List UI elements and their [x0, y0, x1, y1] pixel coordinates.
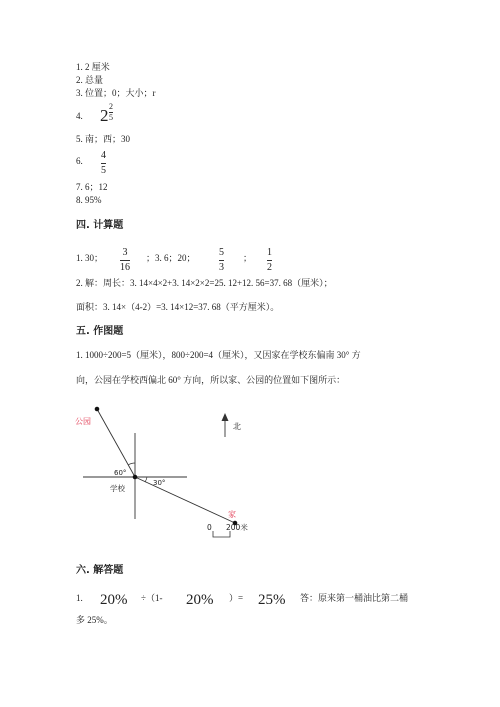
- solution-operator-2: ）=: [229, 593, 244, 603]
- fraction-bar: [101, 163, 106, 164]
- section-6-title: 六. 解答题: [76, 565, 124, 576]
- section-4-title: 四. 计算题: [76, 220, 124, 231]
- numerator: 5: [219, 247, 224, 258]
- calc-1-prefix: 1. 30；: [76, 253, 104, 263]
- answer-7: 7. 6；12: [76, 182, 108, 192]
- school-label: 学校: [110, 484, 125, 493]
- answer-4-numerator: 2: [109, 102, 113, 111]
- calc-1-fraction-3: [267, 248, 272, 273]
- park-point: [95, 407, 100, 412]
- solution-value-1: 20%: [100, 592, 128, 608]
- drawing-explanation-line-1: 1. 1000÷200=5（厘米），800÷200=4（厘米），又因家在学校东偏南 30° 方: [76, 350, 361, 360]
- answer-6-fraction: [101, 151, 106, 176]
- angle-60-arc: [128, 463, 135, 465]
- answer-4-number: 4.: [76, 111, 83, 121]
- answer-4-denominator: 5: [109, 113, 113, 122]
- fraction-bar: [267, 260, 272, 261]
- north-label: 北: [233, 422, 241, 431]
- home-direction-line: [135, 477, 235, 523]
- park-direction-line: [97, 409, 135, 477]
- solution-answer-line-1: 答：原来第一桶油比第二桶: [300, 593, 409, 603]
- north-arrow-icon: [222, 413, 229, 421]
- solution-value-2: 20%: [186, 592, 214, 608]
- answer-4-whole: 2: [100, 106, 109, 125]
- numerator: 3: [122, 247, 128, 258]
- park-label: 公园: [75, 417, 91, 426]
- scale-zero-label: 0: [207, 523, 212, 532]
- solution-answer-line-2: 多 25%。: [76, 615, 113, 625]
- calc-1-middle: ；3. 6；20；: [146, 253, 196, 263]
- fraction-bar: [219, 260, 224, 261]
- solution-1-number: 1.: [76, 593, 83, 603]
- angle-60-label: 60°: [114, 469, 127, 477]
- drawing-explanation-line-2: 向，公园在学校西偏北 60° 方向，所以家、公园的位置如下图所示：: [76, 375, 346, 385]
- angle-30-arc: [145, 477, 147, 482]
- solution-operator-1: ÷（1-: [141, 593, 163, 603]
- calc-2-perimeter: 2. 解：周长：3. 14×4×2+3. 14×2×2=25. 12+12. 56=37. 68（厘米）；: [76, 278, 333, 288]
- answer-8: 8. 95%: [76, 195, 102, 205]
- answer-6-numerator: 4: [101, 150, 106, 161]
- home-label: 家: [228, 510, 236, 519]
- school-point: [133, 475, 138, 480]
- answer-2: 2. 总量: [76, 75, 104, 85]
- scale-length-label: 200米: [226, 523, 248, 532]
- answer-6-number: 6.: [76, 156, 83, 166]
- answer-3: 3. 位置；0；大小；r: [76, 88, 156, 98]
- answer-1: 1. 2 厘米: [76, 62, 110, 72]
- fraction-bar: [120, 260, 130, 261]
- calc-1-separator: ；: [243, 253, 253, 263]
- direction-diagram: [70, 400, 250, 540]
- denominator: 3: [219, 262, 224, 273]
- calc-1-fraction-1: [120, 248, 130, 273]
- section-5-title: 五. 作图题: [76, 326, 124, 337]
- numerator: 1: [267, 247, 272, 258]
- denominator: 16: [120, 262, 130, 273]
- calc-1-fraction-2: [219, 248, 224, 273]
- calc-2-area: 面积：3. 14×（4-2）=3. 14×12=37. 68（平方厘米）。: [76, 302, 280, 312]
- angle-30-label: 30°: [153, 479, 166, 487]
- denominator: 2: [267, 262, 272, 273]
- answer-6-denominator: 5: [101, 165, 106, 176]
- answer-4-fraction: [109, 103, 113, 122]
- answer-5: 5. 南；西；30: [76, 134, 131, 144]
- solution-value-3: 25%: [258, 592, 286, 608]
